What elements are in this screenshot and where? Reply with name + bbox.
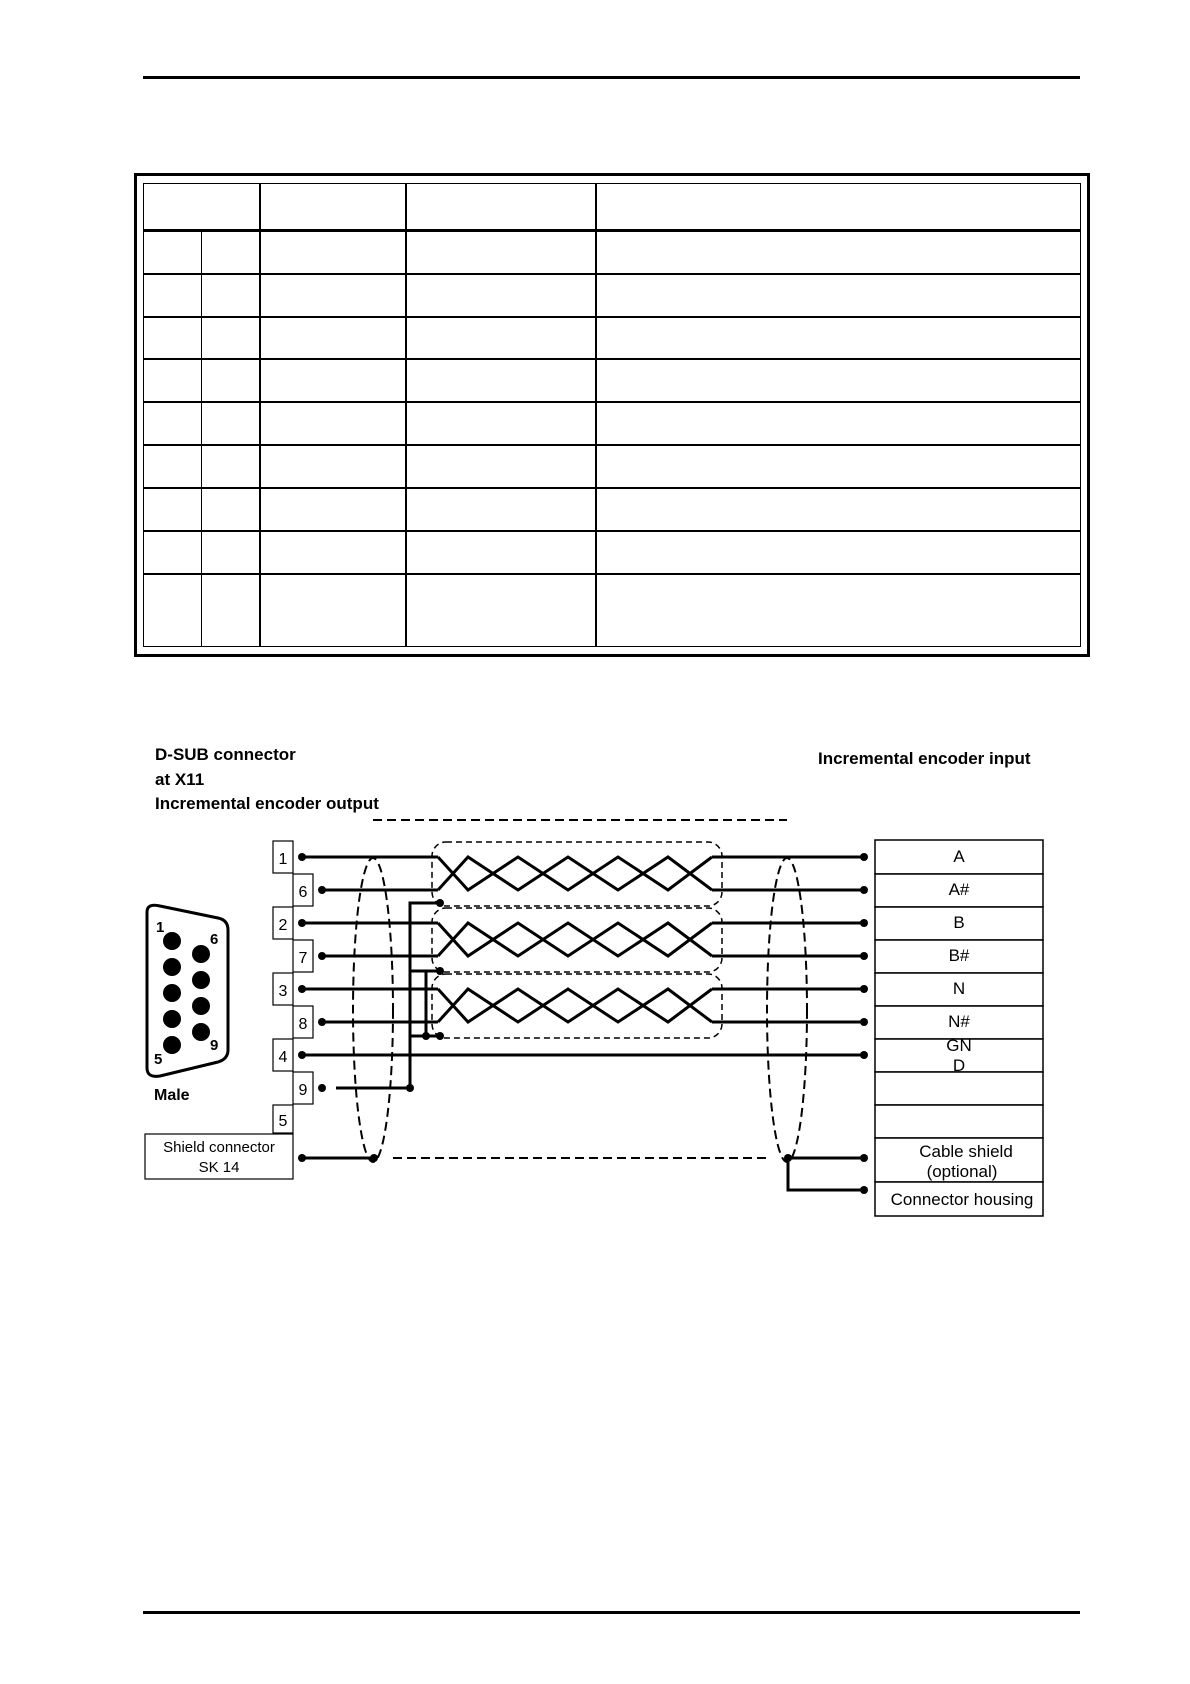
table-cell: [260, 317, 406, 360]
table-cell: [202, 488, 260, 531]
input-signal-label: A#: [948, 880, 970, 899]
table-cell: [202, 402, 260, 445]
table-cell: [406, 488, 596, 531]
shield-connector-label: SK 14: [198, 1159, 240, 1176]
table-cell: [144, 317, 202, 360]
pin-box-label: 8: [298, 1016, 308, 1033]
table-cell: [202, 274, 260, 317]
table-cell: [202, 531, 260, 574]
table-cell: [144, 231, 202, 274]
table-cell: [406, 445, 596, 488]
table-cell: [202, 574, 260, 647]
table-cell: [144, 531, 202, 574]
left-title-line-3: Incremental encoder output: [155, 794, 379, 813]
table-cell: [596, 531, 1081, 574]
table-cell: [406, 317, 596, 360]
table-cell: [406, 274, 596, 317]
table-row: [144, 402, 1081, 445]
table-cell: [596, 574, 1081, 647]
table-cell: [596, 317, 1081, 360]
connector-pin-label: 6: [210, 931, 219, 948]
table-cell: [144, 274, 202, 317]
table-row: [144, 317, 1081, 360]
cable-shield-label: Cable shield: [919, 1142, 1013, 1161]
input-signal-label: N: [952, 979, 966, 998]
input-signal-label: D: [952, 1056, 966, 1075]
table-cell: [202, 445, 260, 488]
table-row: [144, 231, 1081, 274]
cable-shield-label: (optional): [926, 1162, 998, 1181]
table-cell: [202, 231, 260, 274]
table-header-cell: [406, 184, 596, 231]
table-header-cell: [144, 184, 260, 231]
wiring-diagram: [0, 730, 1190, 1250]
table-cell: [406, 231, 596, 274]
table-cell: [260, 445, 406, 488]
table-cell: [144, 445, 202, 488]
table-cell: [260, 231, 406, 274]
connector-pin-label: 9: [210, 1037, 219, 1054]
table-cell: [596, 488, 1081, 531]
table-cell: [260, 359, 406, 402]
left-title-line-1: D-SUB connector: [155, 745, 296, 764]
table-cell: [144, 574, 202, 647]
cable-shield: [353, 820, 807, 1162]
footer-rule: [143, 1611, 1080, 1614]
table-row: [144, 574, 1081, 647]
table-cell: [260, 574, 406, 647]
table-cell: [406, 402, 596, 445]
table-cell: [596, 445, 1081, 488]
shield-connector-label: Shield connector: [163, 1139, 275, 1156]
table-cell: [596, 231, 1081, 274]
table-cell: [144, 359, 202, 402]
table-cell: [406, 531, 596, 574]
table-cell: [596, 359, 1081, 402]
connector-pin-label: 1: [156, 919, 165, 936]
input-signal-label: A: [953, 847, 965, 866]
table-header-cell: [260, 184, 406, 231]
pin-assignment-table-frame: [134, 173, 1090, 657]
table-header-row: [144, 184, 1081, 231]
table-cell: [260, 531, 406, 574]
table-cell: [406, 359, 596, 402]
pin-box-label: 7: [298, 950, 308, 967]
table-cell: [260, 402, 406, 445]
table-cell: [144, 402, 202, 445]
connector-housing-label: Connector housing: [890, 1190, 1034, 1209]
pin-assignment-table: [143, 183, 1081, 647]
table-row: [144, 445, 1081, 488]
table-cell: [596, 402, 1081, 445]
left-title-line-2: at X11: [155, 770, 205, 789]
pin-box-label: 4: [278, 1049, 288, 1066]
table-row: [144, 274, 1081, 317]
header-rule: [143, 76, 1080, 79]
connector-gender-label: Male: [154, 1087, 190, 1104]
table-row: [144, 531, 1081, 574]
pin-box-label: 5: [278, 1113, 288, 1130]
twisted-pairs: [438, 857, 712, 1022]
pin-box-label: 3: [278, 983, 288, 1000]
right-title: Incremental encoder input: [818, 749, 1031, 768]
pin-box-label: 2: [278, 917, 288, 934]
table-cell: [202, 359, 260, 402]
input-signal-label: B: [953, 913, 965, 932]
table-cell: [260, 488, 406, 531]
table-cell: [406, 574, 596, 647]
table-row: [144, 488, 1081, 531]
signal-wires: [302, 857, 864, 1190]
pin-box-label: 6: [298, 884, 308, 901]
input-signal-label: N#: [948, 1012, 970, 1031]
pin-box-label: 9: [298, 1082, 308, 1099]
input-signal-label: GN: [946, 1036, 972, 1055]
table-row: [144, 359, 1081, 402]
table-cell: [596, 274, 1081, 317]
table-cell: [260, 274, 406, 317]
connector-pin-label: 5: [154, 1051, 163, 1068]
pair-shields: [432, 842, 722, 1038]
table-header-cell: [596, 184, 1081, 231]
table-cell: [144, 488, 202, 531]
pin-box-label: 1: [278, 851, 288, 868]
input-signal-label: B#: [948, 946, 970, 965]
table-cell: [202, 317, 260, 360]
